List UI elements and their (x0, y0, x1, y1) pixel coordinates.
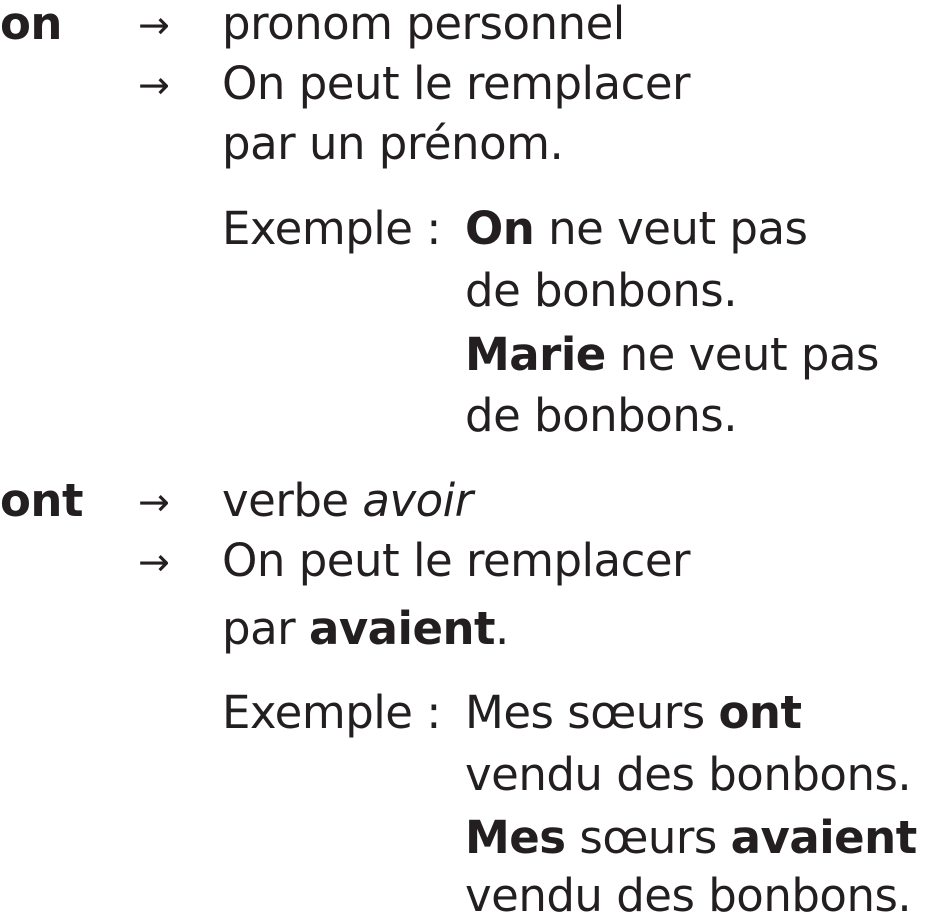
rule-line-continued: par un prénom. (222, 117, 564, 170)
rule-line: On peut le remplacer (222, 57, 691, 110)
definition-line: pronom personnel (222, 0, 625, 50)
definition-text: verbe (222, 474, 363, 527)
example-sentence-continued: vendu des bonbons. (465, 748, 912, 801)
example-label: Exemple : (222, 686, 441, 739)
example-emphasis: Mes (465, 811, 566, 864)
example-text: ne veut pas (534, 202, 808, 255)
example-sentence (465, 811, 917, 864)
definition-italic: avoir (362, 474, 473, 527)
rule-line-continued (222, 602, 509, 655)
arrow-icon: → (138, 540, 170, 584)
example-emphasis: avaient (730, 811, 917, 864)
example-sentence (465, 202, 808, 255)
example-sentence (465, 686, 802, 739)
rule-emphasis: avaient (308, 602, 496, 655)
definition-line (222, 474, 473, 527)
rule-text: par (222, 602, 309, 655)
example-emphasis: On (465, 202, 535, 255)
example-emphasis: ont (718, 686, 802, 739)
arrow-icon: → (138, 63, 170, 107)
example-sentence-continued: vendu des bonbons. (465, 869, 912, 922)
example-text: ne veut pas (605, 328, 879, 381)
term-ont: ont (0, 474, 83, 527)
example-sentence-continued: de bonbons. (465, 264, 738, 317)
example-text: sœurs (565, 811, 731, 864)
arrow-icon: → (138, 480, 170, 524)
example-text: Mes sœurs (465, 686, 719, 739)
rule-period: . (495, 602, 509, 655)
example-label: Exemple : (222, 202, 441, 255)
example-sentence (465, 328, 879, 381)
example-emphasis: Marie (465, 328, 606, 381)
arrow-icon: → (138, 3, 170, 47)
example-sentence-continued: de bonbons. (465, 389, 738, 442)
term-on: on (0, 0, 62, 50)
rule-line: On peut le remplacer (222, 534, 691, 587)
